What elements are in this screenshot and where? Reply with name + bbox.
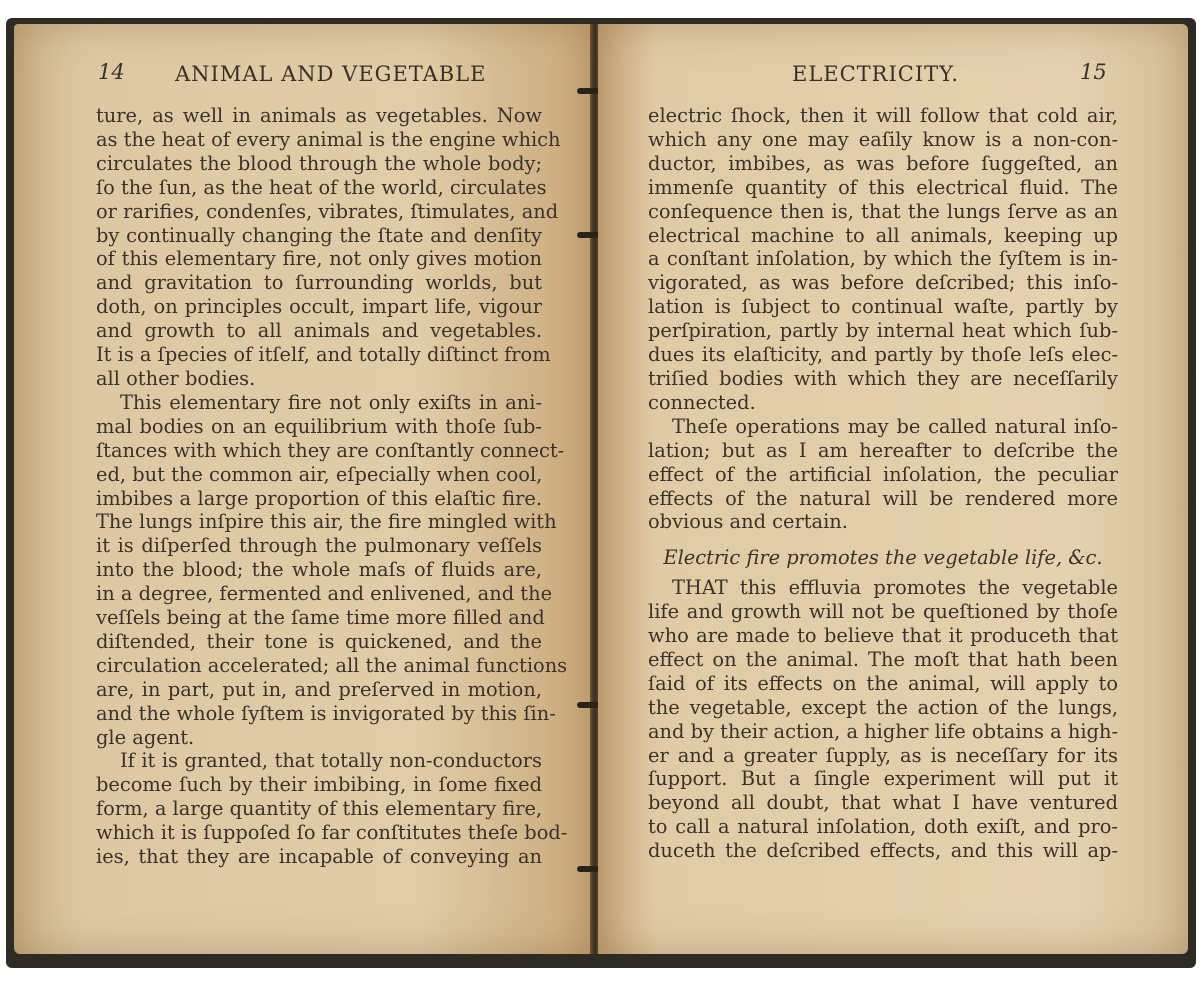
text-line: and gravitation to ſurrounding worlds, but — [96, 271, 542, 295]
text-line: imbibes a large proportion of this elaſtic fire. — [96, 486, 542, 510]
text-line: electrical machine to all animals, keeping up — [648, 223, 1118, 247]
text-line: immenſe quantity of this electrical fluid. The — [648, 175, 1118, 199]
text-line: The lungs inſpire this air, the fire mingled with — [96, 510, 557, 534]
text-line: and growth to all animals and vegetables. — [96, 319, 542, 343]
text-line: are, in part, put in, and preſerved in motion, — [96, 677, 542, 701]
text-line: circulates the blood through the whole body; — [96, 151, 542, 175]
text-line: who are made to believe that it produceth that — [648, 624, 1118, 648]
text-line: ſaid of its effects on the animal, will apply to — [648, 671, 1118, 695]
text-line: er and a greater ſupply, as is neceſſary for its — [648, 743, 1118, 767]
text-line: and the whole ſyſtem is invigorated by this ſin- — [96, 701, 556, 725]
text-line: connected. — [648, 390, 756, 414]
text-line: veſſels being at the ſame time more filled and — [96, 606, 545, 630]
text-line: diſtended, their tone is quickened, and the — [96, 629, 542, 653]
text-line: ies, that they are incapable of conveying an — [96, 845, 542, 869]
text-line: ed, but the common air, eſpecially when cool, — [96, 462, 543, 486]
text-line: which any one may eaſily know is a non-con- — [648, 127, 1118, 151]
text-line: ductor, imbibes, as was before ſuggeſted, an — [648, 151, 1118, 175]
right-page-number: 15 — [1080, 60, 1107, 84]
text-line: conſequence then is, that the lungs ſerve as an — [648, 199, 1118, 223]
text-line: ſo the ſun, as the heat of the world, circulates — [96, 175, 547, 199]
text-line: THAT this effluvia promotes the vegetable — [672, 576, 1118, 600]
right-page-text — [648, 104, 1118, 863]
text-line: into the blood; the whole maſs of fluids are, — [96, 558, 542, 582]
text-line: ſupport. But a ſingle experiment will put it — [648, 767, 1118, 791]
text-line: gle agent. — [96, 725, 195, 749]
section-body — [648, 576, 1118, 863]
section-heading: Electric fire promotes the vegetable life, &c. — [663, 546, 1103, 570]
text-line: triſied bodies with which they are neceſſarily — [648, 366, 1118, 390]
text-line: dues its elaſticity, and partly by thoſe leſs elec- — [648, 343, 1118, 367]
text-line: duceth the deſcribed effects, and this will ap- — [648, 839, 1118, 863]
text-line: doth, on principles occult, impart life, vigour — [96, 295, 542, 319]
text-line: vigorated, as was before deſcribed; this inſo- — [648, 271, 1118, 295]
text-line: If it is granted, that totally non-conductors — [120, 749, 542, 773]
text-line: mal bodies on an equilibrium with thoſe ſub- — [96, 414, 542, 438]
left-running-head: ANIMAL AND VEGETABLE — [175, 62, 487, 86]
left-page-text — [96, 104, 568, 869]
text-line: perſpiration, partly by internal heat which ſub- — [648, 319, 1118, 343]
text-line: all other bodies. — [96, 366, 256, 390]
text-line: effect on the animal. The moſt that hath been — [648, 647, 1118, 671]
text-line: This elementary fire not only exiſts in ani- — [120, 390, 542, 414]
text-line: ture, as well in animals as vegetables. Now — [96, 104, 542, 127]
left-page-number: 14 — [98, 60, 125, 84]
text-line: in a degree, fermented and enlivened, and the — [96, 582, 553, 606]
text-line: life and growth will not be queſtioned by thoſe — [648, 600, 1118, 624]
text-line: obvious and certain. — [648, 510, 848, 534]
text-line: by continually changing the ſtate and denſity — [96, 223, 542, 247]
text-line: beyond all doubt, that what I have ventured — [648, 791, 1118, 815]
text-line: form, a large quantity of this elementary fire, — [96, 797, 543, 821]
text-line: the vegetable, except the action of the lungs, — [648, 695, 1118, 719]
text-line: become ſuch by their imbibing, in ſome fixed — [96, 773, 542, 797]
right-running-head: ELECTRICITY. — [792, 62, 959, 86]
text-line: of this elementary fire, not only gives motion — [96, 247, 542, 271]
text-line: a conſtant inſolation, by which the ſyſtem is in- — [648, 247, 1118, 271]
text-line: lation is ſubject to continual waſte, partly by — [648, 295, 1118, 319]
text-line: it is diſperſed through the pulmonary veſſels — [96, 534, 542, 558]
text-line: It is a ſpecies of itſelf, and totally diſtinct from — [96, 343, 551, 367]
text-line: effects of the natural will be rendered more — [648, 486, 1118, 510]
text-line: effect of the artificial inſolation, the peculiar — [648, 462, 1118, 486]
text-line: electric ſhock, then it will follow that cold air, — [648, 104, 1118, 127]
text-line: as the heat of every animal is the engine which — [96, 127, 561, 151]
text-line: to call a natural inſolation, doth exiſt, and pro- — [648, 815, 1118, 839]
text-line: or rarifies, condenſes, vibrates, ſtimulates, and — [96, 199, 559, 223]
text-line: which it is ſuppoſed ſo far conſtitutes theſe bod- — [96, 821, 568, 845]
text-line: Theſe operations may be called natural inſo- — [672, 414, 1118, 438]
text-line: lation; but as I am hereafter to deſcribe the — [648, 438, 1118, 462]
text-line: ſtances with which they are conſtantly connect- — [96, 438, 565, 462]
text-line: and by their action, a higher life obtains a high- — [648, 719, 1119, 743]
text-line: circulation accelerated; all the animal functions — [96, 653, 568, 677]
